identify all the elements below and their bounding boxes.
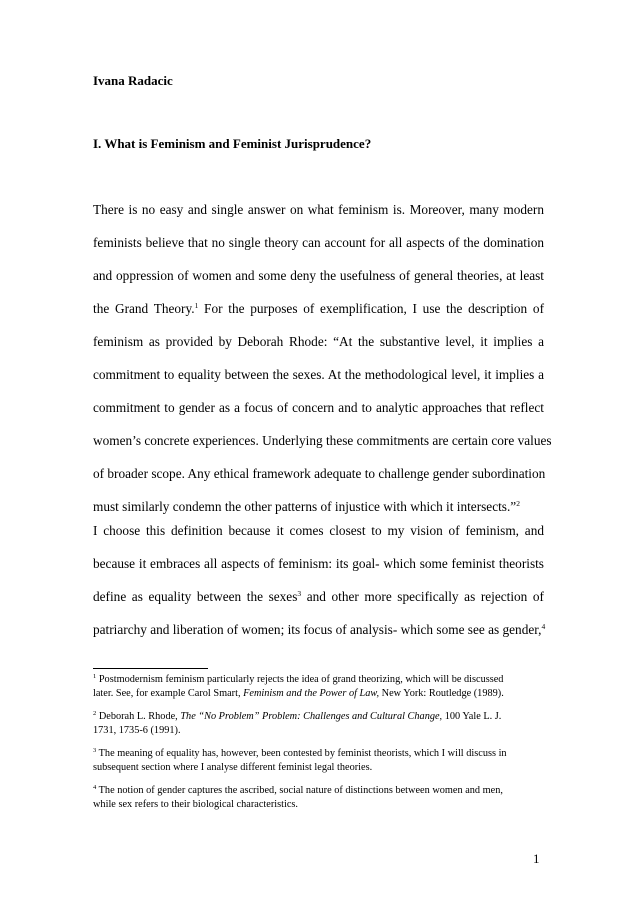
footnote-4 xyxy=(93,784,544,811)
line-text: patriarchy and liberation of women; its focus of analysis- which some see as gender, xyxy=(93,622,542,637)
paragraph-line-with-footnote xyxy=(93,613,544,646)
page-number: 1 xyxy=(533,851,540,866)
line-text: must similarly condemn the other patterns of injustice with which it intersects.” xyxy=(93,499,517,514)
paragraph-line: feminism as provided by Deborah Rhode: “At the substantive level, it implies a xyxy=(93,334,544,349)
footnote-ref-4[interactable]: 4 xyxy=(541,622,546,631)
footnote-text: 1731, 1735-6 (1991). xyxy=(93,724,181,736)
footnote-text: while sex refers to their biological characteristics. xyxy=(93,798,298,810)
footnote-text: The notion of gender captures the ascribed, social nature of distinctions between women and men, xyxy=(98,785,503,796)
paragraph-line: of broader scope. Any ethical framework adequate to challenge gender subordination xyxy=(93,466,546,481)
paragraph-line: commitment to equality between the sexes. At the methodological level, it implies a xyxy=(93,367,544,382)
paragraph-line: There is no easy and single answer on what feminism is. Moreover, many modern xyxy=(93,202,544,217)
footnote-text: subsequent section where I analyse different feminist legal theories. xyxy=(93,761,373,773)
footnote-number: 4 xyxy=(93,784,97,791)
paragraph-line: I choose this definition because it comes closest to my vision of feminism, and xyxy=(93,523,544,538)
paragraph-line-with-footnote xyxy=(93,292,544,325)
footnote-text: New York: Routledge (1989). xyxy=(379,687,504,699)
footnote-text: later. See, for example Carol Smart, xyxy=(93,687,244,699)
footnote-number: 2 xyxy=(93,710,97,717)
paragraph-line: and oppression of women and some deny the usefulness of general theories, at least xyxy=(93,268,544,283)
paragraph-line-with-footnote xyxy=(93,580,544,613)
paragraph-2 xyxy=(93,514,544,646)
section-heading: I. What is Feminism and Feminist Jurisprudence? xyxy=(93,136,372,151)
line-start-text: the Grand Theory. xyxy=(93,301,195,316)
footnotes-section xyxy=(93,673,544,821)
footnote-1 xyxy=(93,673,544,700)
paragraph-line: women’s concrete experiences. Underlying these commitments are certain core values xyxy=(93,433,552,448)
paragraph-line: because it embraces all aspects of feminism: its goal- which some feminist theorists xyxy=(93,556,544,571)
paragraph-line: feminists believe that no single theory can account for all aspects of the domination xyxy=(93,235,544,250)
author-name: Ivana Radacic xyxy=(93,73,173,88)
footnote-separator xyxy=(93,668,208,669)
paragraph-1 xyxy=(93,193,552,523)
footnote-number: 3 xyxy=(93,747,97,754)
footnote-ref-2[interactable]: 2 xyxy=(516,499,520,508)
footnote-2 xyxy=(93,710,544,737)
footnote-text: The meaning of equality has, however, been contested by feminist theorists, which I will discuss in xyxy=(98,748,507,759)
footnote-ref-3[interactable]: 3 xyxy=(297,589,302,598)
line-end-text: and other more specifically as rejection of xyxy=(306,589,544,604)
footnote-3 xyxy=(93,747,544,774)
line-end-text: For the purposes of exemplification, I use the description of xyxy=(204,301,544,316)
footnote-text: 100 Yale L. J. xyxy=(442,711,502,722)
footnote-italic-title: The “No Problem” Problem: Challenges and Cultural Change, xyxy=(180,711,443,722)
footnote-number: 1 xyxy=(93,673,97,680)
footnote-text: Deborah L. Rhode, xyxy=(98,711,181,722)
footnote-italic-title: Feminism and the Power of Law, xyxy=(243,687,380,699)
footnote-text: Postmodernism feminism particularly rejects the idea of grand theorizing, which will be discussed xyxy=(98,674,504,685)
line-start-text: define as equality between the sexes xyxy=(93,589,298,604)
footnote-ref-1[interactable]: 1 xyxy=(194,301,199,310)
paragraph-line: commitment to gender as a focus of concern and to analytic approaches that reflect xyxy=(93,400,544,415)
